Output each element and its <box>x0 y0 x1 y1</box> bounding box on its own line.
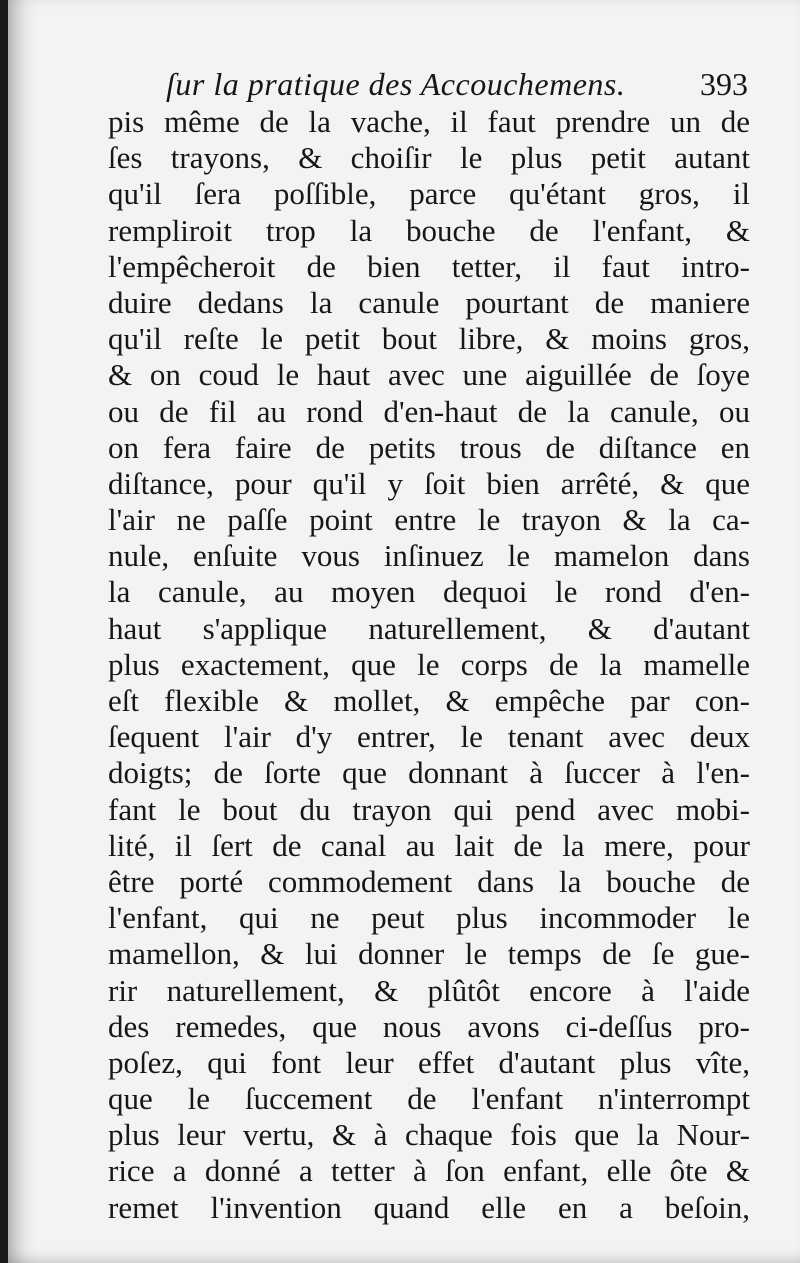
text-line: ſequent l'air d'y entrer, le tenant avec deux <box>108 719 750 755</box>
text-line: qu'il ſera poſſible, parce qu'étant gros, il <box>108 176 750 212</box>
book-page <box>8 0 800 1263</box>
text-line: la canule, au moyen dequoi le rond d'en- <box>108 574 750 610</box>
text-line: eſt flexible & mollet, & empêche par con- <box>108 683 750 718</box>
text-line: rempliroit trop la bouche de l'enfant, & <box>108 212 750 248</box>
body-text <box>108 104 750 1226</box>
page-header <box>166 66 748 106</box>
text-line: l'air ne paſſe point entre le trayon & la ca- <box>108 502 750 538</box>
text-line: mamellon, & lui donner le temps de ſe gue- <box>108 936 750 972</box>
text-line: l'empêcheroit de bien tetter, il faut intro- <box>108 248 750 284</box>
text-line: haut s'applique naturellement, & d'autant <box>108 610 750 646</box>
text-line: on fera faire de petits trous de diſtance en <box>108 429 750 465</box>
text-line: duire dedans la canule pourtant de maniere <box>108 284 750 320</box>
text-line: plus leur vertu, & à chaque fois que la Nour- <box>108 1117 750 1153</box>
text-line: ou de fil au rond d'en-haut de la canule, ou <box>108 393 750 429</box>
page-number: 393 <box>700 66 748 102</box>
running-head: ſur la pratique des Accouchemens. <box>166 66 626 102</box>
text-line: doigts; de ſorte que donnant à ſuccer à l'en- <box>108 755 750 791</box>
text-line: rice a donné a tetter à ſon enfant, elle ôte & <box>108 1153 750 1189</box>
text-line: remet l'invention quand elle en a beſoin, <box>108 1189 750 1225</box>
text-line: pis même de la vache, il faut prendre un de <box>108 104 750 139</box>
text-line: rir naturellement, & plûtôt encore à l'aide <box>108 972 750 1008</box>
text-line: l'enfant, qui ne peut plus incommoder le <box>108 900 750 936</box>
text-line: & on coud le haut avec une aiguillée de ſoye <box>108 357 750 393</box>
text-line: poſez, qui font leur effet d'autant plus vîte, <box>108 1044 750 1080</box>
text-line: plus exactement, que le corps de la mamelle <box>108 646 750 682</box>
text-line: lité, il ſert de canal au lait de la mere, pour <box>108 827 750 863</box>
text-line: ſes trayons, & choiſir le plus petit autant <box>108 140 750 176</box>
text-line: diſtance, pour qu'il y ſoit bien arrêté, & que <box>108 465 750 501</box>
text-line: nule, enſuite vous inſinuez le mamelon dans <box>108 538 750 574</box>
text-line: qu'il reſte le petit bout libre, & moins gros, <box>108 321 750 357</box>
text-line: des remedes, que nous avons ci-deſſus pro- <box>108 1008 750 1044</box>
text-line: fant le bout du trayon qui pend avec mobi- <box>108 791 750 827</box>
text-line: être porté commodement dans la bouche de <box>108 863 750 899</box>
text-line: que le ſuccement de l'enfant n'interrompt <box>108 1081 750 1117</box>
